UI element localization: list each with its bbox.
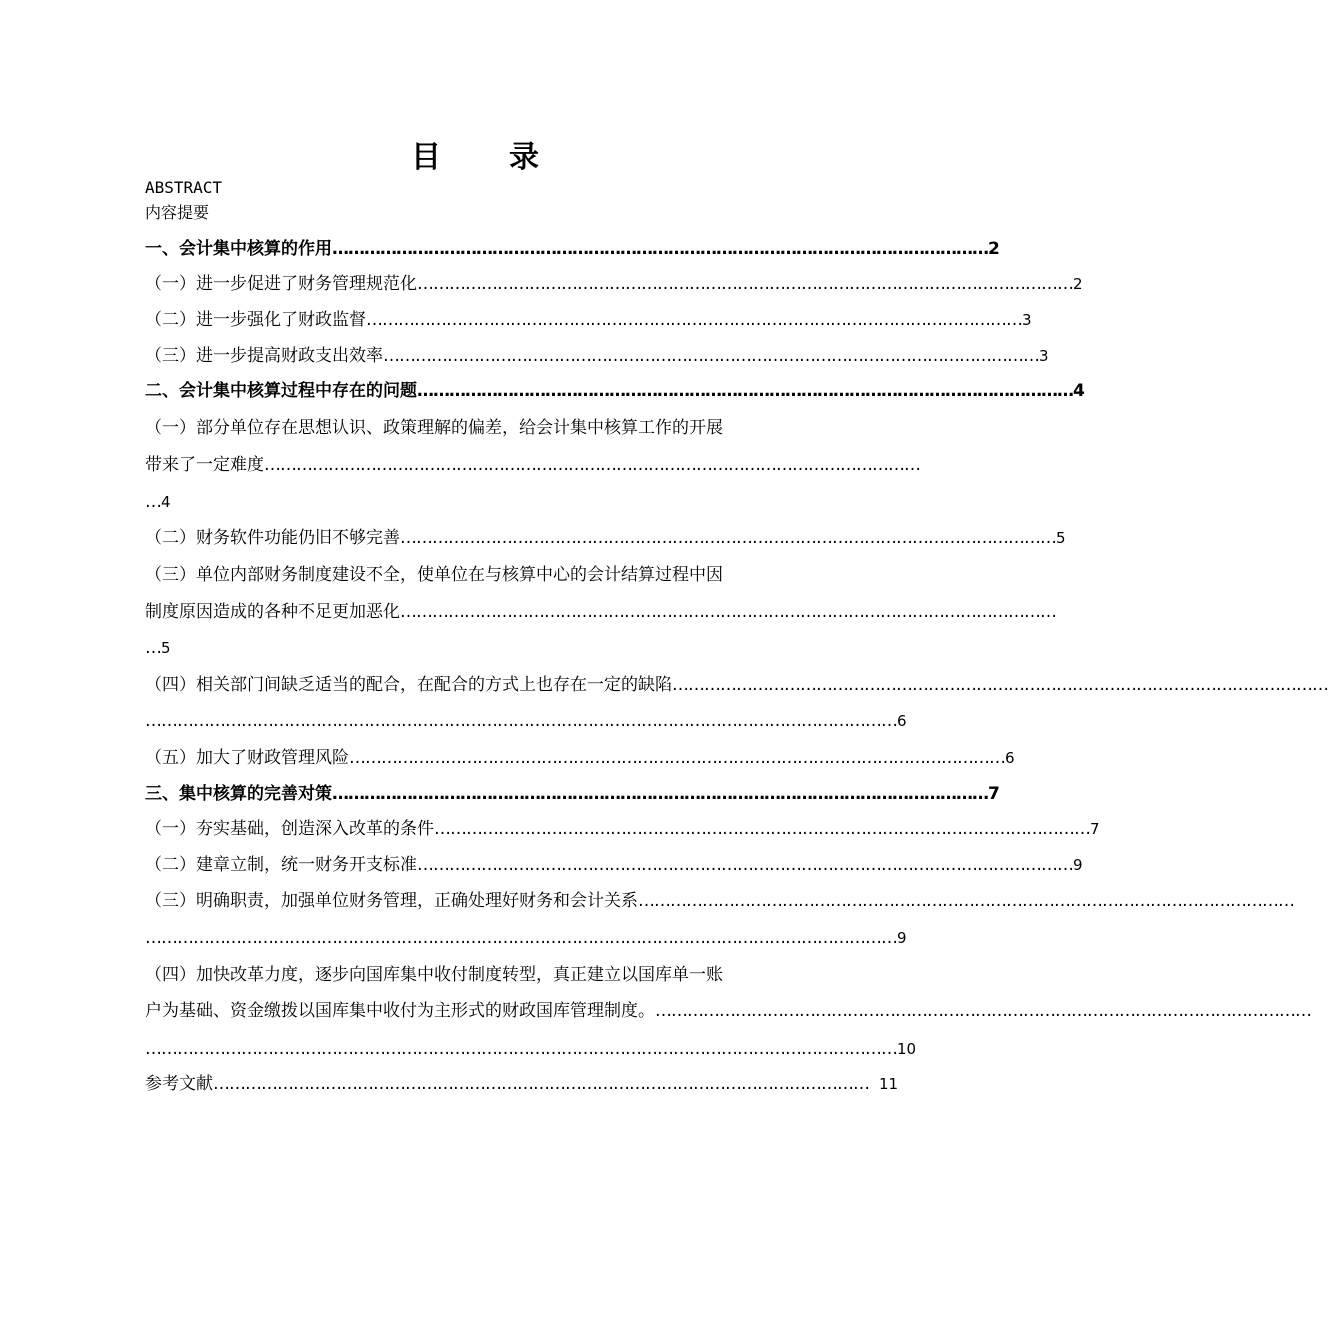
toc-label: （二）建章立制，统一财务开支标准 — [145, 855, 417, 875]
toc-page: 6 — [897, 712, 907, 730]
toc-entry-references — [145, 1071, 899, 1097]
toc-page: 4 — [161, 493, 171, 511]
title-char-1: 目 — [411, 140, 441, 175]
toc-page: 11 — [879, 1075, 899, 1093]
toc-label: 二、会计集中核算过程中存在的问题 — [145, 381, 417, 401]
dot-leader: …………………………………………………………………………………………………………… — [349, 748, 1005, 768]
toc-entry-s3-4-page — [145, 1036, 917, 1062]
toc-entry-s3-1 — [145, 816, 1100, 842]
dot-leader: … — [145, 492, 161, 512]
dot-leader: …………………………………………………………………………………………………………… — [400, 602, 1056, 622]
toc-entry-s3-4-line1: （四）加快改革力度，逐步向国库集中收付制度转型，真正建立以国库单一账 — [145, 965, 723, 985]
dot-leader: …………………………………………………………………………………………………………… — [672, 675, 1328, 695]
toc-entry-s2-3-line1: （三）单位内部财务制度建设不全，使单位在与核算中心的会计结算过程中因 — [145, 565, 723, 585]
dot-leader: …………………………………………………………………………………………………………… — [332, 784, 988, 804]
toc-page: 5 — [1056, 529, 1066, 547]
toc-page: 5 — [161, 639, 171, 657]
dot-leader: …………………………………………………………………………………………………………… — [213, 1074, 869, 1094]
toc-label: （五）加大了财政管理风险 — [145, 748, 349, 768]
toc-entry-s1-3 — [145, 343, 1049, 369]
toc-entry-s2-4-line1 — [145, 672, 1328, 698]
dot-leader: …………………………………………………………………………………………………………… — [366, 310, 1022, 330]
toc-entry-s3-3-line1 — [145, 888, 1294, 914]
toc-page: 7 — [988, 784, 1000, 804]
dot-leader: …………………………………………………………………………………………………………… — [655, 1001, 1311, 1021]
dot-leader: …………………………………………………………………………………………………………… — [264, 455, 920, 475]
toc-label: （四）相关部门间缺乏适当的配合，在配合的方式上也存在一定的缺陷 — [145, 675, 672, 695]
toc-entry-s3 — [145, 781, 1000, 807]
dot-leader: …………………………………………………………………………………………………………… — [417, 381, 1073, 401]
toc-page: 2 — [988, 239, 1000, 259]
toc-entry-s2-2 — [145, 525, 1066, 551]
dot-leader: …………………………………………………………………………………………………………… — [417, 274, 1073, 294]
toc-page: 9 — [897, 929, 907, 947]
toc-label: 户为基础、资金缴拨以国库集中收付为主形式的财政国库管理制度。 — [145, 1001, 655, 1021]
dot-leader: …………………………………………………………………………………………………………………………… — [145, 711, 897, 731]
summary-line: 内容提要 — [145, 203, 210, 222]
toc-label: （一）夯实基础，创造深入改革的条件 — [145, 819, 434, 839]
dot-leader: …………………………………………………………………………………………………………… — [383, 346, 1039, 366]
dot-leader: …………………………………………………………………………………………………………………………… — [145, 1039, 897, 1059]
abstract-line: ABSTRACT — [145, 178, 223, 197]
toc-page: 6 — [1005, 749, 1015, 767]
toc-entry-s2-1-page — [145, 489, 810, 515]
toc-entry-s2-5 — [145, 745, 1015, 771]
toc-label: （一）进一步促进了财务管理规范化 — [145, 274, 417, 294]
toc-label: （二）财务软件功能仍旧不够完善 — [145, 528, 400, 548]
toc-page: 10 — [897, 1040, 917, 1058]
toc-label: 一、会计集中核算的作用 — [145, 239, 332, 259]
dot-leader: … — [145, 638, 161, 658]
toc-label: （三）进一步提高财政支出效率 — [145, 346, 383, 366]
dot-leader: …………………………………………………………………………………………………………………………… — [145, 928, 897, 948]
dot-leader: …………………………………………………………………………………………………………… — [417, 855, 1073, 875]
page-title — [0, 132, 950, 176]
toc-page: 9 — [1073, 856, 1083, 874]
toc-page: 7 — [1090, 820, 1100, 838]
toc-page: 4 — [1073, 381, 1085, 401]
toc-entry-s1-2 — [145, 307, 1032, 333]
toc-entry-s1-1 — [145, 271, 1083, 297]
toc-entry-s2-4-line2 — [145, 708, 907, 734]
toc-entry-s2-3-line2 — [145, 599, 1056, 625]
title-char-2: 录 — [509, 140, 539, 175]
dot-leader: …………………………………………………………………………………………………………… — [400, 528, 1056, 548]
toc-label: （二）进一步强化了财政监督 — [145, 310, 366, 330]
toc-entry-s3-4-line2 — [145, 998, 1311, 1024]
toc-entry-s2-1-line1: （一）部分单位存在思想认识、政策理解的偏差，给会计集中核算工作的开展 — [145, 418, 723, 438]
toc-page: 2 — [1073, 275, 1083, 293]
toc-page: 3 — [1022, 311, 1032, 329]
toc-entry-s3-2 — [145, 852, 1083, 878]
toc-page: 3 — [1039, 347, 1049, 365]
toc-label: 制度原因造成的各种不足更加恶化 — [145, 602, 400, 622]
toc-entry-s1 — [145, 236, 1000, 262]
toc-label: 带来了一定难度 — [145, 455, 264, 475]
toc-entry-s2 — [145, 378, 1085, 404]
dot-leader: …………………………………………………………………………………………………………… — [638, 891, 1294, 911]
toc-entry-s3-3-line2 — [145, 925, 907, 951]
toc-label: 三、集中核算的完善对策 — [145, 784, 332, 804]
dot-leader: …………………………………………………………………………………………………………… — [434, 819, 1090, 839]
toc-entry-s2-1-line2 — [145, 452, 920, 478]
toc-entry-s2-3-page — [145, 635, 810, 661]
toc-label: 参考文献 — [145, 1074, 213, 1094]
toc-label: （三）明确职责，加强单位财务管理，正确处理好财务和会计关系 — [145, 891, 638, 911]
dot-leader: …………………………………………………………………………………………………………… — [332, 239, 988, 259]
